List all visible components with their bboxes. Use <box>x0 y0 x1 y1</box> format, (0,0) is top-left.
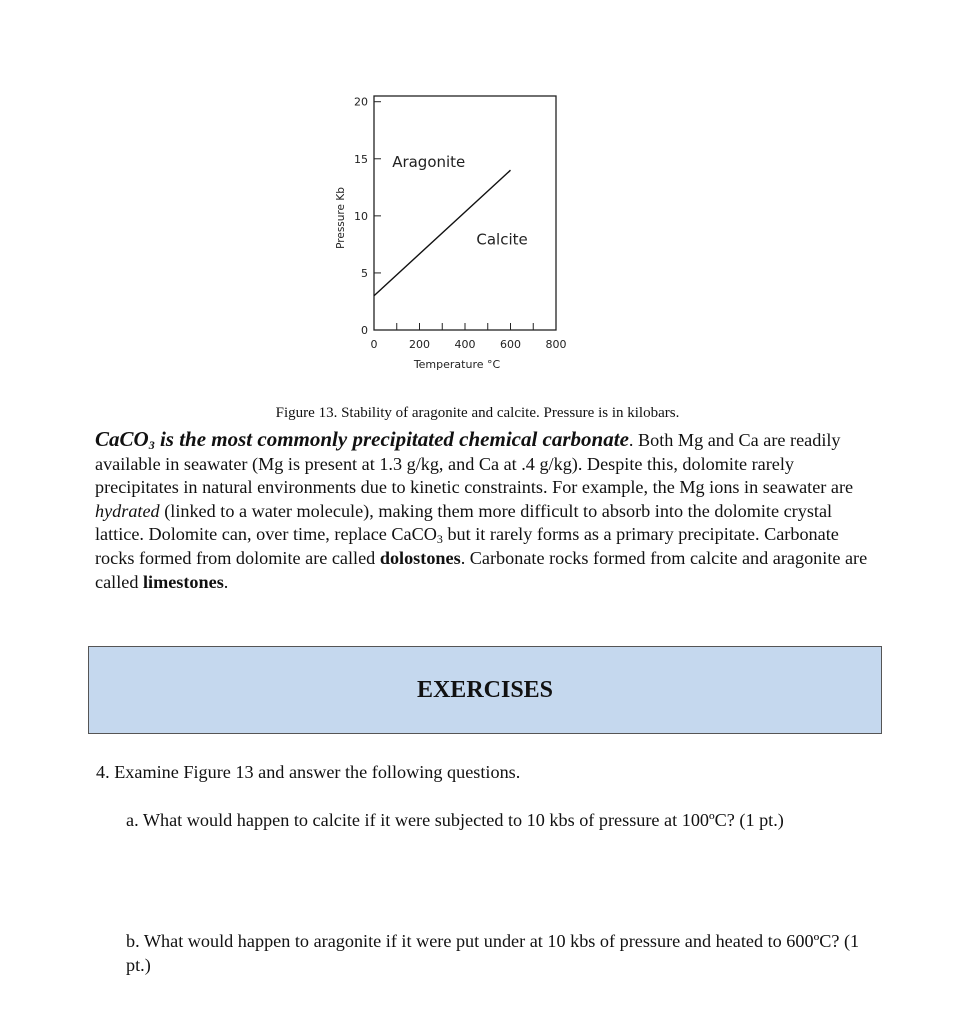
x-axis-label: Temperature °C <box>413 358 501 371</box>
x-tick-label: 600 <box>500 338 521 351</box>
plot-frame <box>374 96 556 330</box>
y-tick-label: 5 <box>361 266 368 280</box>
y-tick-label: 20 <box>354 95 368 109</box>
y-axis-label: Pressure Kb <box>335 187 347 249</box>
lead-phrase: CaCO$_3$ is the most commonly precipitated chemical carbonate <box>95 427 629 452</box>
region-label-calcite: Calcite <box>476 230 528 249</box>
exercises-header: EXERCISES <box>88 646 882 734</box>
phase-diagram <box>330 88 580 378</box>
question-4: 4. Examine Figure 13 and answer the following questions. <box>96 762 521 782</box>
figure-caption: Figure 13. Stability of aragonite and calcite. Pressure is in kilobars. <box>275 405 680 421</box>
hydrated-term: hydrated <box>95 500 160 521</box>
x-tick-label: 0 <box>370 338 378 351</box>
y-tick-label: 15 <box>354 152 368 166</box>
x-tick-label: 800 <box>545 338 567 351</box>
question-4b: b. What would happen to aragonite if it were put under at 10 kbs of pressure and heated to 600ºC? (1 pt.) <box>126 931 860 975</box>
y-tick-label: 0 <box>361 324 368 337</box>
y-tick-label: 10 <box>354 209 368 223</box>
region-label-aragonite: Aragonite <box>392 152 466 171</box>
limestones-term: limestones <box>142 571 224 592</box>
x-tick-label: 400 <box>454 338 476 351</box>
question-4a: a. What would happen to calcite if it were subjected to 10 kbs of pressure at 100ºC? (1 pt.) <box>126 810 784 830</box>
x-tick-label: 200 <box>409 338 430 351</box>
body-paragraph: CaCO$_3$ is the most commonly precipitated chemical carbonate. Both Mg and Ca are readily available in seawater (Mg is present at 1.3 g/kg, and Ca at .4 g/kg). Despite this, dolomite rarely precipitates in natural environments due to kinetic constraints. For example, the Mg ions in seawater are hydrated (linked to a water molecule), making them more difficult to absorb into the dolomite crystal lattice. Dolomite can, over time, replace CaCO$_3$ but it rarely forms as a primary precipitate. Carbonate rocks formed from dolomite are called dolostones. Carbonate rocks formed from calcite and aragonite are called limestones. <box>95 427 868 592</box>
dolostones-term: dolostones <box>379 547 461 568</box>
